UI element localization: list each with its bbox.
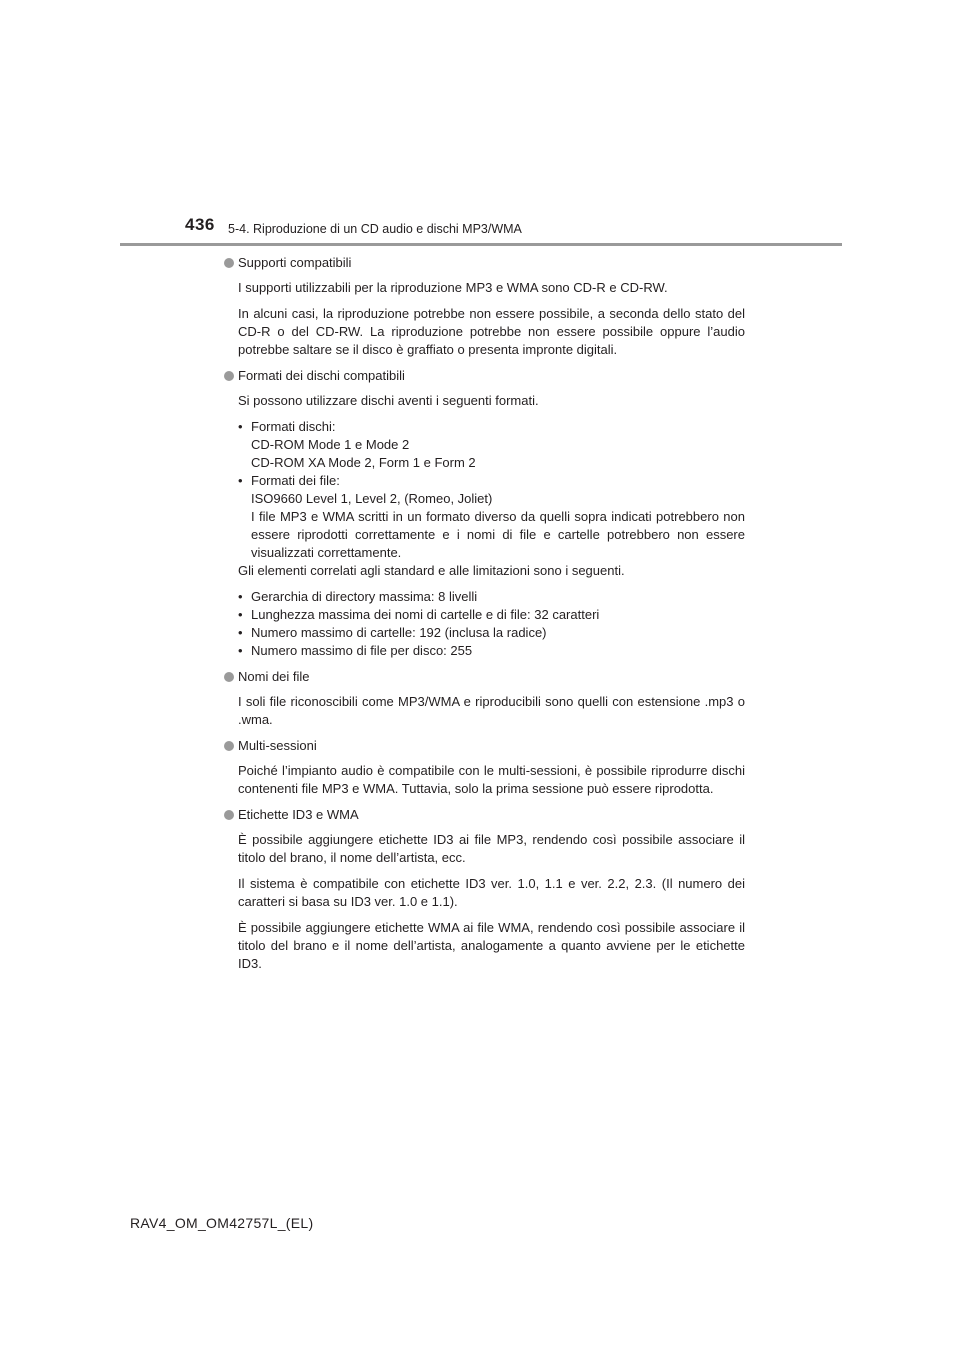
section-title: 5-4. Riproduzione di un CD audio e dischi MP3/WMA: [228, 222, 522, 236]
bullet-icon: [224, 258, 234, 268]
page-content: [224, 254, 745, 981]
bullet-icon: [224, 371, 234, 381]
limit-text: Numero massimo di cartelle: 192 (inclusa la radice): [251, 625, 547, 640]
topic-supported-media: [224, 254, 745, 359]
list-item: [238, 472, 745, 562]
list-dot: •: [238, 419, 243, 434]
paragraph: Si possono utilizzare dischi aventi i seguenti formati.: [238, 393, 539, 408]
list-item: [238, 418, 745, 472]
format-line: CD-ROM Mode 1 e Mode 2: [251, 437, 410, 452]
limit-text: Numero massimo di file per disco: 255: [251, 643, 473, 658]
paragraph: Il sistema è compatibile con etichette ID3 ver. 1.0, 1.1 e ver. 2.2, 2.3. (Il numero dei caratteri si basa su ID3 ver. 1.0 e 1.1).: [238, 876, 745, 909]
bullet-icon: [224, 741, 234, 751]
format-line: I file MP3 e WMA scritti in un formato diverso da quelli sopra indicati potrebbero non essere riprodotti correttamente e i nomi di file e cartelle potrebbero non essere visualizzati correttamente.: [251, 509, 745, 560]
list-dot: •: [238, 625, 243, 640]
paragraph: I soli file riconoscibili come MP3/WMA e riproducibili sono quelli con estensione .mp3 o .wma.: [238, 694, 745, 727]
topic-heading: [224, 254, 745, 272]
list-item: [238, 624, 745, 642]
topic-heading-text: Multi-sessioni: [238, 738, 317, 753]
list-item: [238, 606, 745, 624]
list-item: [238, 642, 745, 660]
list-dot: •: [238, 473, 243, 488]
paragraph: Poiché l’impianto audio è compatibile con le multi-sessioni, è possibile riprodurre dischi contenenti file MP3 e WMA. Tuttavia, solo la prima sessione può essere riprodotta.: [238, 763, 745, 796]
list-dot: •: [238, 643, 243, 658]
topic-file-names: [224, 668, 745, 729]
list-item: [238, 588, 745, 606]
page-header: [0, 0, 960, 250]
paragraph: È possibile aggiungere etichette ID3 ai file MP3, rendendo così possibile associare il titolo del brano, il nome dell’artista, ecc.: [238, 832, 745, 865]
topic-multi-session: [224, 737, 745, 798]
list-dot: •: [238, 589, 243, 604]
format-line: CD-ROM XA Mode 2, Form 1 e Form 2: [251, 455, 476, 470]
format-label: Formati dischi:: [251, 419, 336, 434]
limits-list: [238, 588, 745, 660]
header-divider: [120, 243, 842, 246]
page-number: 436: [185, 215, 215, 234]
format-list: [238, 418, 745, 562]
topic-heading: [224, 806, 745, 824]
topic-heading-text: Supporti compatibili: [238, 255, 352, 270]
limit-text: Lunghezza massima dei nomi di cartelle e di file: 32 caratteri: [251, 607, 600, 622]
bullet-icon: [224, 810, 234, 820]
topic-disc-formats: [224, 367, 745, 668]
footer-document-code: RAV4_OM_OM42757L_(EL): [130, 1215, 314, 1231]
paragraph: I supporti utilizzabili per la riproduzione MP3 e WMA sono CD-R e CD-RW.: [238, 280, 668, 295]
topic-heading: [224, 668, 745, 686]
bullet-icon: [224, 672, 234, 682]
topic-heading-text: Formati dei dischi compatibili: [238, 368, 405, 383]
format-line: ISO9660 Level 1, Level 2, (Romeo, Joliet): [251, 491, 493, 506]
topic-heading-text: Nomi dei file: [238, 669, 310, 684]
limit-text: Gerarchia di directory massima: 8 livelli: [251, 589, 478, 604]
paragraph: Gli elementi correlati agli standard e alle limitazioni sono i seguenti.: [238, 563, 625, 578]
format-label: Formati dei file:: [251, 473, 340, 488]
list-dot: •: [238, 607, 243, 622]
topic-heading: [224, 737, 745, 755]
paragraph: È possibile aggiungere etichette WMA ai file WMA, rendendo così possibile associare il titolo del brano e il nome dell’artista, analogamente a quanto avviene per le etichette ID3.: [238, 920, 745, 971]
topic-heading-text: Etichette ID3 e WMA: [238, 807, 359, 822]
topic-heading: [224, 367, 745, 385]
topic-id3-wma-tags: [224, 806, 745, 973]
paragraph: In alcuni casi, la riproduzione potrebbe non essere possibile, a seconda dello stato del CD-R o del CD-RW. La riproduzione potrebbe non essere possibile oppure l’audio potrebbe saltare se il disco è graffiato o presenta impronte digitali.: [238, 306, 745, 357]
